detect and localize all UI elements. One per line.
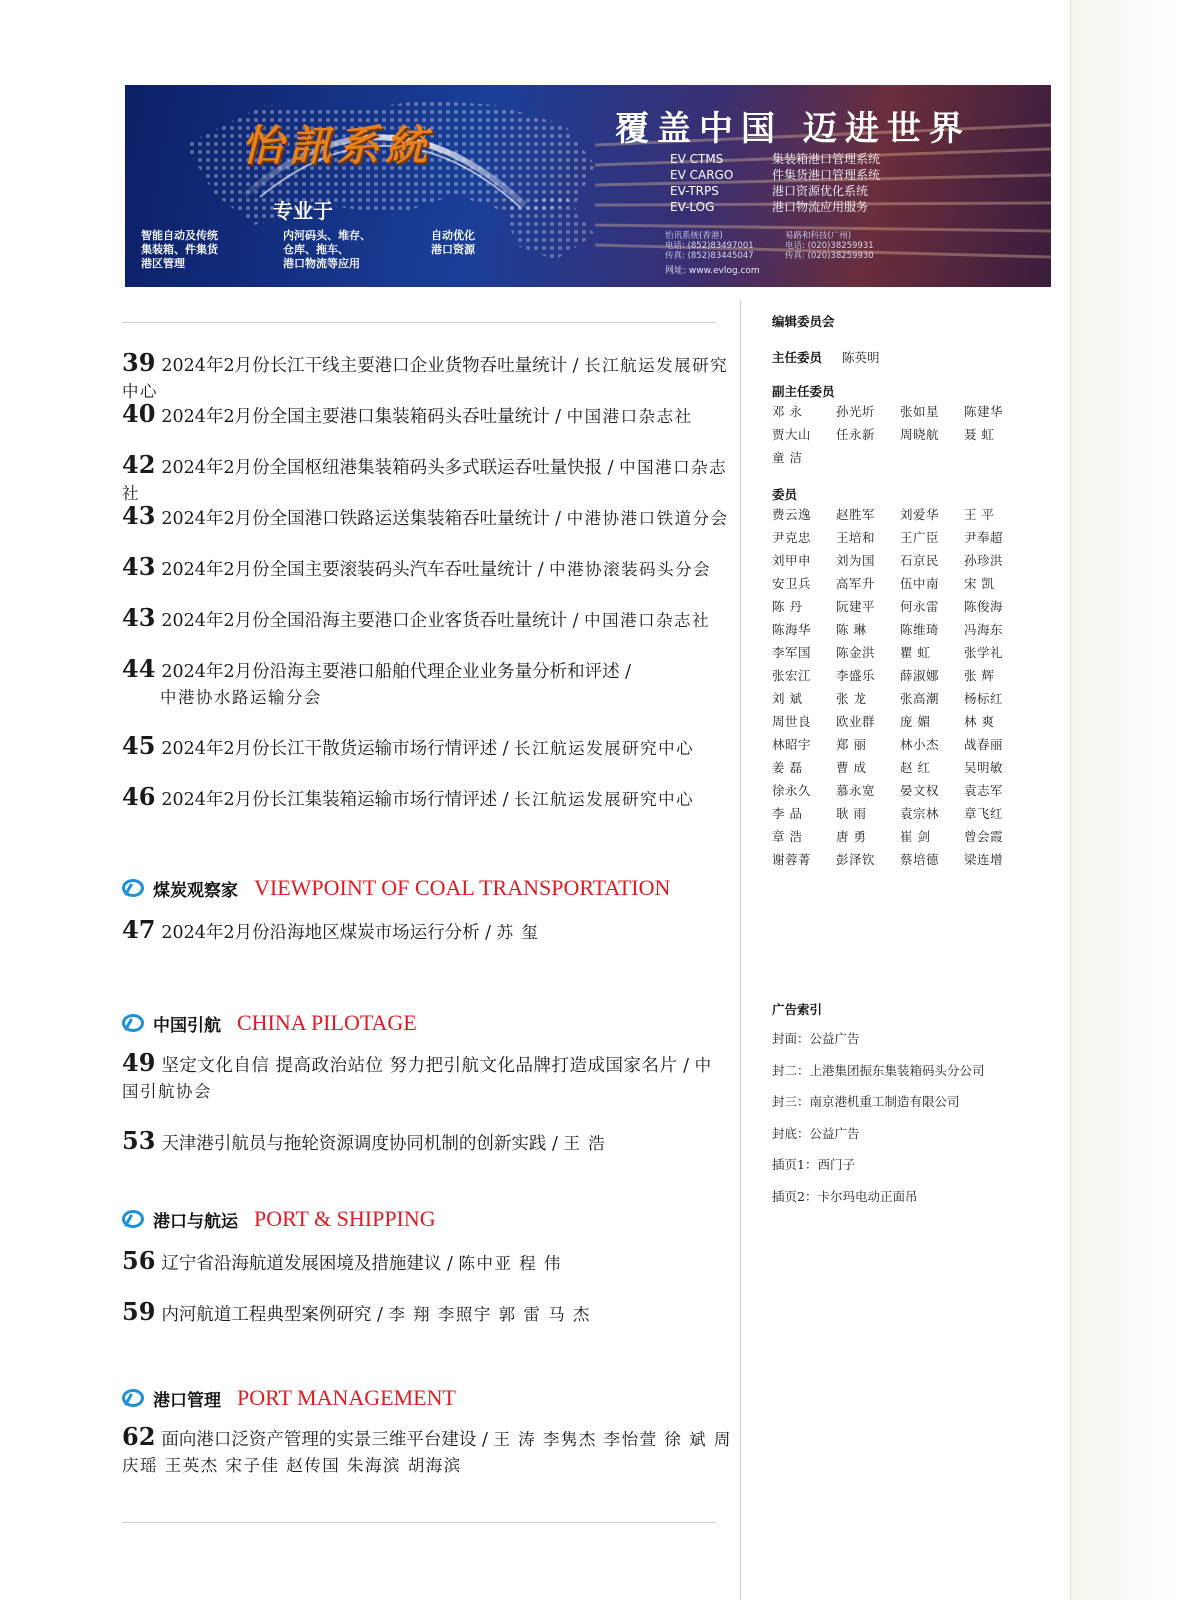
- name-row: [772, 446, 1062, 469]
- toc-page-number: 45: [122, 731, 156, 760]
- person-name: 阮建平: [836, 599, 876, 614]
- person-name: 林 爽: [964, 714, 995, 729]
- toc-title: 2024年2月份沿海地区煤炭市场运行分析: [161, 923, 480, 943]
- toc-author: 中国引航协会: [122, 1056, 713, 1101]
- section-swirl-icon: [122, 877, 144, 899]
- toc-page-number: 43: [122, 552, 156, 581]
- toc-entry[interactable]: 44 2024年2月份沿海主要港口船舶代理企业业务量分析和评述 / 中港协水路运输分会: [122, 656, 742, 710]
- toc-title: 2024年2月份全国沿海主要港口企业客货吞吐量统计: [161, 611, 568, 631]
- toc-entry[interactable]: 56 辽宁省沿海航道发展困境及措施建议 / 陈中亚 程 伟: [122, 1246, 562, 1275]
- person-name: 刘甲申: [772, 553, 812, 568]
- person-name: 陈海华: [772, 622, 812, 637]
- divider-top: [122, 322, 716, 323]
- members-title: 委员: [772, 487, 798, 502]
- name-row: [772, 710, 1062, 733]
- director-name: 陈英明: [842, 350, 880, 365]
- toc-author: 王 涛 李隽杰 李怡萱 徐 斌 周庆瑶 王英杰 宋子佳 赵传国 朱海滨 胡海滨: [122, 1430, 732, 1475]
- toc-entry[interactable]: 53 天津港引航员与拖轮资源调度协同机制的创新实践 / 王 浩: [122, 1126, 607, 1155]
- person-name: 蔡培德: [900, 852, 940, 867]
- section-header-port-management: [122, 1383, 456, 1413]
- person-name: 张如星: [900, 404, 940, 419]
- toc-entry[interactable]: 49 坚定文化自信 提高政治站位 努力把引航文化品牌打造成国家名片 / 中国引航协会: [122, 1048, 713, 1101]
- toc-author: 苏 玺: [496, 923, 540, 942]
- person-name: 陈建华: [964, 404, 1004, 419]
- name-row: [772, 595, 1062, 618]
- name-row: [772, 825, 1062, 848]
- toc-author: 长江航运发展研究中心: [122, 356, 729, 401]
- person-name: 陈维琦: [900, 622, 940, 637]
- editorial-committee: [772, 312, 1062, 871]
- person-name: 彭泽钦: [836, 852, 876, 867]
- person-name: 孙光圻: [836, 404, 876, 419]
- member-list: [772, 503, 1062, 871]
- person-name: 唐 勇: [836, 829, 867, 844]
- toc-entry[interactable]: 43 2024年2月份全国沿海主要港口企业客货吞吐量统计 / 中国港口杂志社: [122, 603, 711, 632]
- section-title-zh: 中国引航: [153, 1015, 221, 1036]
- toc-entry[interactable]: 62 面向港口泛资产管理的实景三维平台建设 / 王 涛 李隽杰 李怡萱 徐 斌 周庆瑶 王英杰 宋子佳 赵传国 朱海滨 胡海滨: [122, 1422, 732, 1475]
- person-name: 石京民: [900, 553, 940, 568]
- toc-title: 内河航道工程典型案例研究: [161, 1305, 372, 1325]
- toc-entry[interactable]: 39 2024年2月份长江干线主要港口企业货物吞吐量统计 / 长江航运发展研究中心: [122, 348, 729, 401]
- person-name: 李 品: [772, 806, 803, 821]
- person-name: 战春丽: [964, 737, 1004, 752]
- page-edge-line: [1070, 0, 1071, 1600]
- toc-page-number: 59: [122, 1297, 156, 1326]
- section-title-en: PORT & SHIPPING: [254, 1206, 436, 1231]
- person-name: 陈 丹: [772, 599, 803, 614]
- banner-feature: 内河码头、堆存、 仓库、拖车、 港口物流等应用: [283, 229, 371, 270]
- person-name: 贾大山: [772, 427, 812, 442]
- person-name: 王培和: [836, 530, 876, 545]
- toc-entry[interactable]: 42 2024年2月份全国枢纽港集装箱码头多式联运吞吐量快报 / 中国港口杂志社: [122, 450, 728, 503]
- person-name: 王广臣: [900, 530, 940, 545]
- toc-page-number: 42: [122, 450, 156, 479]
- ad-index-list: [772, 1030, 1062, 1219]
- toc-author: 中国港口杂志社: [122, 458, 728, 503]
- toc-author: 王 浩: [563, 1134, 607, 1153]
- name-row: [772, 641, 1062, 664]
- toc-title: 2024年2月份长江集装箱运输市场行情评述: [161, 790, 498, 810]
- person-name: 赵 红: [900, 760, 931, 775]
- person-name: 尹克忠: [772, 530, 812, 545]
- person-name: 费云逸: [772, 507, 812, 522]
- system-desc: 件集货港口管理系统: [772, 168, 881, 182]
- page-edge-shadow: [1071, 0, 1178, 1600]
- toc-page-number: 40: [122, 399, 156, 428]
- system-code: EV-TRPS: [670, 184, 719, 198]
- section-swirl-icon: [122, 1208, 144, 1230]
- person-name: 袁志军: [964, 783, 1004, 798]
- person-name: 张宏江: [772, 668, 812, 683]
- person-name: 高军升: [836, 576, 876, 591]
- toc-entry[interactable]: 43 2024年2月份全国主要滚装码头汽车吞吐量统计 / 中港协滚装码头分会: [122, 552, 712, 581]
- person-name: 曹 成: [836, 760, 867, 775]
- person-name: 冯海东: [964, 622, 1004, 637]
- toc-entry[interactable]: 40 2024年2月份全国主要港口集装箱码头吞吐量统计 / 中国港口杂志社: [122, 399, 693, 428]
- person-name: 徐永久: [772, 783, 812, 798]
- contact-hk: [665, 231, 754, 261]
- name-row: [772, 423, 1062, 446]
- director-label: 主任委员: [772, 350, 823, 365]
- person-name: 周晓航: [900, 427, 940, 442]
- person-name: 何永雷: [900, 599, 940, 614]
- ad-index: [772, 1000, 1062, 1219]
- system-desc: 集装箱港口管理系统: [772, 152, 881, 166]
- system-desc: 港口资源优化系统: [772, 184, 869, 198]
- vice-director-list: [772, 400, 1062, 469]
- person-name: 吴明敏: [964, 760, 1004, 775]
- section-swirl-icon: [122, 1387, 144, 1409]
- person-name: 张高潮: [900, 691, 940, 706]
- toc-page-number: 43: [122, 501, 156, 530]
- banner-ad: [125, 85, 1051, 287]
- person-name: 王 平: [964, 507, 995, 522]
- section-title-en: CHINA PILOTAGE: [237, 1010, 417, 1035]
- toc-author: 长江航运发展研究中心: [514, 739, 695, 758]
- section-title-en: VIEWPOINT OF COAL TRANSPORTATION: [254, 875, 671, 900]
- contact-line: 电话: (020)38259931: [785, 241, 874, 251]
- contact-gz: [785, 231, 874, 261]
- toc-title: 2024年2月份全国港口铁路运送集装箱吞吐量统计: [161, 509, 550, 529]
- person-name: 袁宗林: [900, 806, 940, 821]
- person-name: 陈 琳: [836, 622, 867, 637]
- person-name: 林小杰: [900, 737, 940, 752]
- person-name: 邓 永: [772, 404, 803, 419]
- toc-title: 2024年2月份全国主要滚装码头汽车吞吐量统计: [161, 560, 533, 580]
- person-name: 耿 雨: [836, 806, 867, 821]
- banner-feature: 智能自动及传统 集装箱、件集货 港区管理: [141, 229, 218, 270]
- person-name: 慕永宽: [836, 783, 876, 798]
- banner-logo: 怡訊系統: [241, 121, 434, 170]
- committee-director: [772, 348, 1062, 366]
- person-name: 聂 虹: [964, 427, 995, 442]
- name-row: [772, 756, 1062, 779]
- toc-entry[interactable]: 46 2024年2月份长江集装箱运输市场行情评述 / 长江航运发展研究中心: [122, 782, 695, 811]
- toc-author: 长江航运发展研究中心: [514, 790, 695, 809]
- contact-line: 电话: (852)83497001: [665, 241, 754, 251]
- person-name: 谢蓉菁: [772, 852, 812, 867]
- divider-bottom: [122, 1522, 716, 1523]
- section-title-en: PORT MANAGEMENT: [237, 1385, 456, 1410]
- ad-index-item: 插页2：卡尔玛电动正面吊: [772, 1188, 918, 1204]
- person-name: 刘爱华: [900, 507, 940, 522]
- toc-page-number: 46: [122, 782, 156, 811]
- name-row: [772, 779, 1062, 802]
- toc-page-number: 49: [122, 1048, 156, 1077]
- committee-title: 编辑委员会: [772, 314, 835, 329]
- contact-line: 怡讯系统(香港): [665, 231, 723, 241]
- name-row: [772, 572, 1062, 595]
- person-name: 周世良: [772, 714, 812, 729]
- banner-system-row: [670, 183, 880, 199]
- system-code: EV CARGO: [670, 168, 734, 182]
- banner-specialize-label: 专业于: [273, 199, 333, 223]
- contact-line: 易路和科技(广州): [785, 231, 852, 241]
- person-name: 伍中南: [900, 576, 940, 591]
- ad-index-item: 封底：公益广告: [772, 1125, 860, 1141]
- toc-author: 李 翔 李照宇 郭 雷 马 杰: [388, 1305, 591, 1324]
- name-row: [772, 503, 1062, 526]
- name-row: [772, 618, 1062, 641]
- toc-entry[interactable]: 47 2024年2月份沿海地区煤炭市场运行分析 / 苏 玺: [122, 915, 540, 944]
- toc-page-number: 47: [122, 915, 156, 944]
- toc-title: 2024年2月份沿海主要港口船舶代理企业业务量分析和评述: [161, 662, 620, 682]
- system-desc: 港口物流应用服务: [772, 200, 869, 214]
- toc-author: 陈中亚 程 伟: [458, 1254, 562, 1273]
- person-name: 梁连增: [964, 852, 1004, 867]
- contact-line: 传真: (852)83445047: [665, 251, 754, 261]
- name-row: [772, 549, 1062, 572]
- name-row: [772, 664, 1062, 687]
- person-name: 欧业群: [836, 714, 876, 729]
- toc-title: 2024年2月份长江干线主要港口企业货物吞吐量统计: [161, 356, 568, 376]
- person-name: 童 洁: [772, 450, 803, 465]
- banner-feature: 自动优化 港口资源: [431, 229, 475, 256]
- name-row: [772, 802, 1062, 825]
- name-row: [772, 733, 1062, 756]
- person-name: 章飞红: [964, 806, 1004, 821]
- banner-system-list: [670, 151, 880, 215]
- section-title-zh: 港口与航运: [153, 1211, 238, 1232]
- toc-page-number: 53: [122, 1126, 156, 1155]
- toc-page-number: 43: [122, 603, 156, 632]
- person-name: 孙珍洪: [964, 553, 1004, 568]
- person-name: 瞿 虹: [900, 645, 931, 660]
- toc-page-number: 62: [122, 1422, 156, 1451]
- banner-system-row: [670, 167, 880, 183]
- toc-page-number: 56: [122, 1246, 156, 1275]
- contact-line: 传真: (020)38259930: [785, 251, 874, 261]
- section-header-port-shipping: [122, 1204, 436, 1234]
- person-name: 庞 媚: [900, 714, 931, 729]
- ad-index-item: 插页1：西门子: [772, 1157, 855, 1172]
- toc-title: 2024年2月份长江干散货运输市场行情评述: [161, 739, 498, 759]
- section-title-zh: 港口管理: [153, 1390, 221, 1411]
- person-name: 林昭宇: [772, 737, 812, 752]
- ad-index-item: 封二：上港集团振东集装箱码头分公司: [772, 1062, 985, 1078]
- name-row: [772, 848, 1062, 871]
- toc-title: 天津港引航员与拖轮资源调度协同机制的创新实践: [161, 1134, 547, 1154]
- toc-author: 中港协水路运输分会: [160, 688, 322, 707]
- person-name: 刘 斌: [772, 691, 803, 706]
- toc-title: 2024年2月份全国枢纽港集装箱码头多式联运吞吐量快报: [161, 458, 603, 478]
- toc-page-number: 44: [122, 654, 156, 683]
- toc-author: 中国港口杂志社: [584, 611, 711, 630]
- toc-page-number: 39: [122, 348, 156, 377]
- person-name: 章 浩: [772, 829, 803, 844]
- system-code: EV CTMS: [670, 152, 724, 166]
- person-name: 刘为国: [836, 553, 876, 568]
- section-swirl-icon: [122, 1012, 144, 1034]
- person-name: 崔 剑: [900, 829, 931, 844]
- person-name: 宋 凯: [964, 576, 995, 591]
- toc-author: 中港协滚装码头分会: [549, 560, 712, 579]
- toc-entry[interactable]: 43 2024年2月份全国港口铁路运送集装箱吞吐量统计 / 中港协港口铁道分会: [122, 501, 729, 530]
- name-row: [772, 526, 1062, 549]
- name-row: [772, 400, 1062, 423]
- person-name: 安卫兵: [772, 576, 812, 591]
- person-name: 张 辉: [964, 668, 995, 683]
- person-name: 陈俊海: [964, 599, 1004, 614]
- ad-index-item: 封三：南京港机重工制造有限公司: [772, 1094, 960, 1109]
- toc-entry[interactable]: 45 2024年2月份长江干散货运输市场行情评述 / 长江航运发展研究中心: [122, 731, 695, 760]
- ad-index-title: 广告索引: [772, 1002, 823, 1017]
- system-code: EV-LOG: [670, 200, 715, 214]
- person-name: 陈金洪: [836, 645, 876, 660]
- section-header-pilotage: [122, 1008, 417, 1038]
- toc-title: 面向港口泛资产管理的实景三维平台建设: [161, 1430, 477, 1450]
- section-header-coal: [122, 873, 670, 903]
- ad-index-item: 封面：公益广告: [772, 1031, 860, 1046]
- person-name: 姜 磊: [772, 760, 803, 775]
- person-name: 杨标红: [964, 691, 1004, 706]
- person-name: 晏文权: [900, 783, 940, 798]
- person-name: 赵胜军: [836, 507, 876, 522]
- person-name: 李军国: [772, 645, 812, 660]
- person-name: 张学礼: [964, 645, 1004, 660]
- person-name: 薛淑娜: [900, 668, 940, 683]
- banner-slogan: 覆盖中国 迈进世界: [615, 109, 971, 149]
- section-title-zh: 煤炭观察家: [153, 880, 238, 901]
- person-name: 任永新: [836, 427, 876, 442]
- name-row: [772, 687, 1062, 710]
- banner-website: 网址: www.evlog.com: [665, 266, 760, 276]
- person-name: 李盛乐: [836, 668, 876, 683]
- banner-system-row: [670, 199, 880, 215]
- toc-author: 中港协港口铁道分会: [566, 509, 729, 528]
- person-name: 曾会霞: [964, 829, 1004, 844]
- person-name: 尹奉超: [964, 530, 1004, 545]
- person-name: 郑 丽: [836, 737, 867, 752]
- toc-title: 辽宁省沿海航道发展困境及措施建议: [161, 1254, 442, 1274]
- person-name: 张 龙: [836, 691, 867, 706]
- toc-author: 中国港口杂志社: [566, 407, 693, 426]
- vice-director-title: 副主任委员: [772, 384, 835, 399]
- banner-system-row: [670, 151, 880, 167]
- toc-title: 坚定文化自信 提高政治站位 努力把引航文化品牌打造成国家名片: [161, 1056, 678, 1076]
- toc-entry[interactable]: 59 内河航道工程典型案例研究 / 李 翔 李照宇 郭 雷 马 杰: [122, 1297, 591, 1326]
- toc-title: 2024年2月份全国主要港口集装箱码头吞吐量统计: [161, 407, 550, 427]
